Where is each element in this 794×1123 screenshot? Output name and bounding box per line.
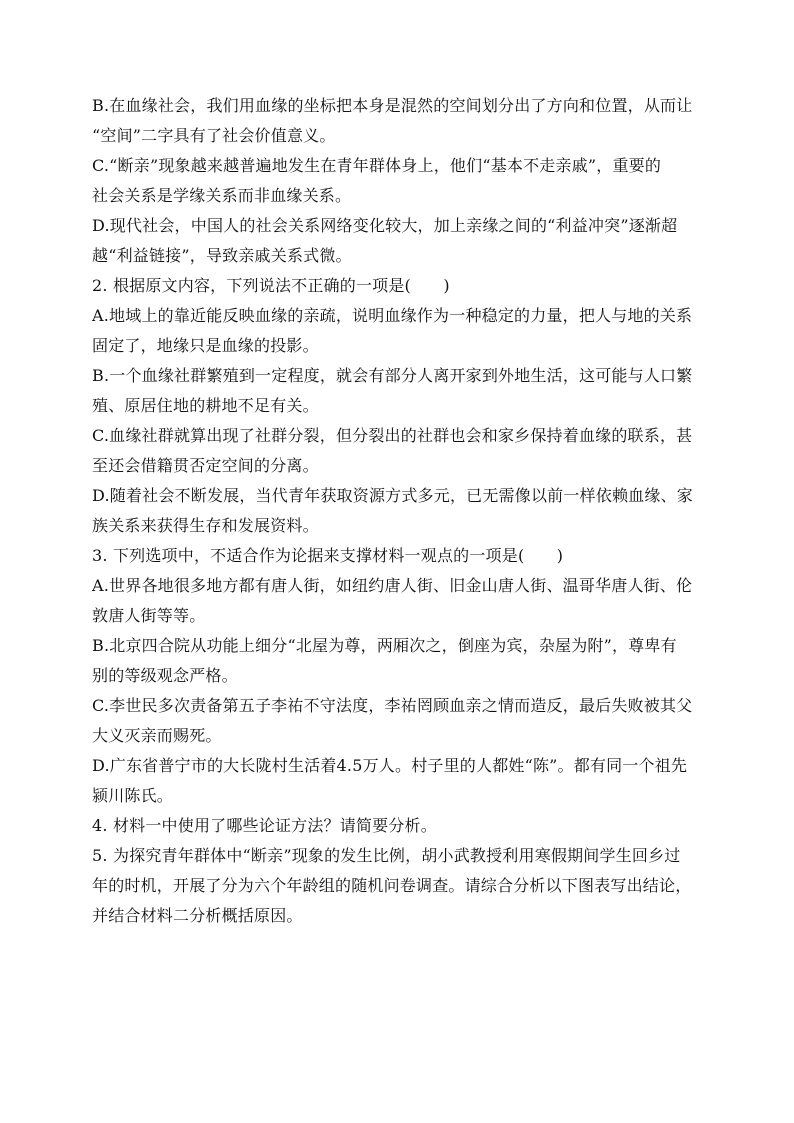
option-c-line-1: C.“断亲”现象越来越普遍地发生在青年群体身上，他们“基本不走亲戚”，重要的 (92, 156, 662, 175)
q3-option-a-line-2: 敦唐人街等等。 (92, 606, 206, 625)
q3-option-d-line-2: 颍川陈氏。 (92, 786, 174, 805)
option-b-line-2: “空间”二字具有了社会价值意义。 (92, 126, 336, 145)
q3-option-a-line-1: A.世界各地很多地方都有唐人街，如纽约唐人街、旧金山唐人街、温哥华唐人街、伦 (92, 576, 693, 595)
option-d-line-1: D.现代社会，中国人的社会关系网络变化较大，加上亲缘之间的“利益冲突”逐渐超 (92, 216, 678, 235)
q2-option-c-line-2: 至还会借籍贯否定空间的分离。 (92, 456, 319, 475)
q2-option-b-line-1: B.一个血缘社群繁殖到一定程度，就会有部分人离开家到外地生活，这可能与人口繁 (92, 366, 693, 385)
q3-option-c-line-1: C.李世民多次责备第五子李祐不守法度，李祐罔顾血亲之情而造反，最后失败被其父 (92, 696, 693, 715)
q2-option-c-line-1: C.血缘社群就算出现了社群分裂，但分裂出的社群也会和家乡保持着血缘的联系，甚 (92, 426, 693, 445)
question-5-line-3: 并结合材料二分析概括原因。 (92, 906, 303, 925)
q2-option-a-line-1: A.地域上的靠近能反映血缘的亲疏，说明血缘作为一种稳定的力量，把人与地的关系 (92, 306, 693, 325)
question-2-stem: 2. 根据原文内容，下列说法不正确的一项是( ) (92, 276, 450, 295)
q3-option-c-line-2: 大义灭亲而赐死。 (92, 726, 222, 745)
question-3-stem: 3. 下列选项中，不适合作为论据来支撑材料一观点的一项是( ) (92, 546, 564, 565)
option-b-line-1: B.在血缘社会，我们用血缘的坐标把本身是混然的空间划分出了方向和位置，从而让 (92, 96, 693, 115)
q3-option-b-line-2: 别的等级观念严格。 (92, 666, 238, 685)
q3-option-b-line-1: B.北京四合院从功能上细分“北屋为尊，两厢次之，倒座为宾，杂屋为附”，尊卑有 (92, 636, 677, 655)
q3-option-d-line-1: D.广东省普宁市的大长陇村生活着4.5万人。村子里的人都姓“陈”。都有同一个祖先 (92, 756, 688, 775)
question-4-stem: 4. 材料一中使用了哪些论证方法？请简要分析。 (92, 816, 437, 835)
q2-option-d-line-2: 族关系来获得生存和发展资料。 (92, 516, 319, 535)
option-c-line-2: 社会关系是学缘关系而非血缘关系。 (92, 186, 352, 205)
q2-option-b-line-2: 殖、原居住地的耕地不足有关。 (92, 396, 319, 415)
q2-option-a-line-2: 固定了，地缘只是血缘的投影。 (92, 336, 319, 355)
document-body (92, 91, 704, 931)
question-5-line-1: 5. 为探究青年群体中“断亲”现象的发生比例，胡小武教授利用寒假期间学生回乡过 (92, 846, 681, 865)
q2-option-d-line-1: D.随着社会不断发展，当代青年获取资源方式多元，已无需像以前一样依赖血缘、家 (92, 486, 693, 505)
option-d-line-2: 越“利益链接”，导致亲戚关系式微。 (92, 246, 352, 265)
question-5-line-2: 年的时机，开展了分为六个年龄组的随机问卷调查。请综合分析以下图表写出结论， (92, 876, 692, 895)
